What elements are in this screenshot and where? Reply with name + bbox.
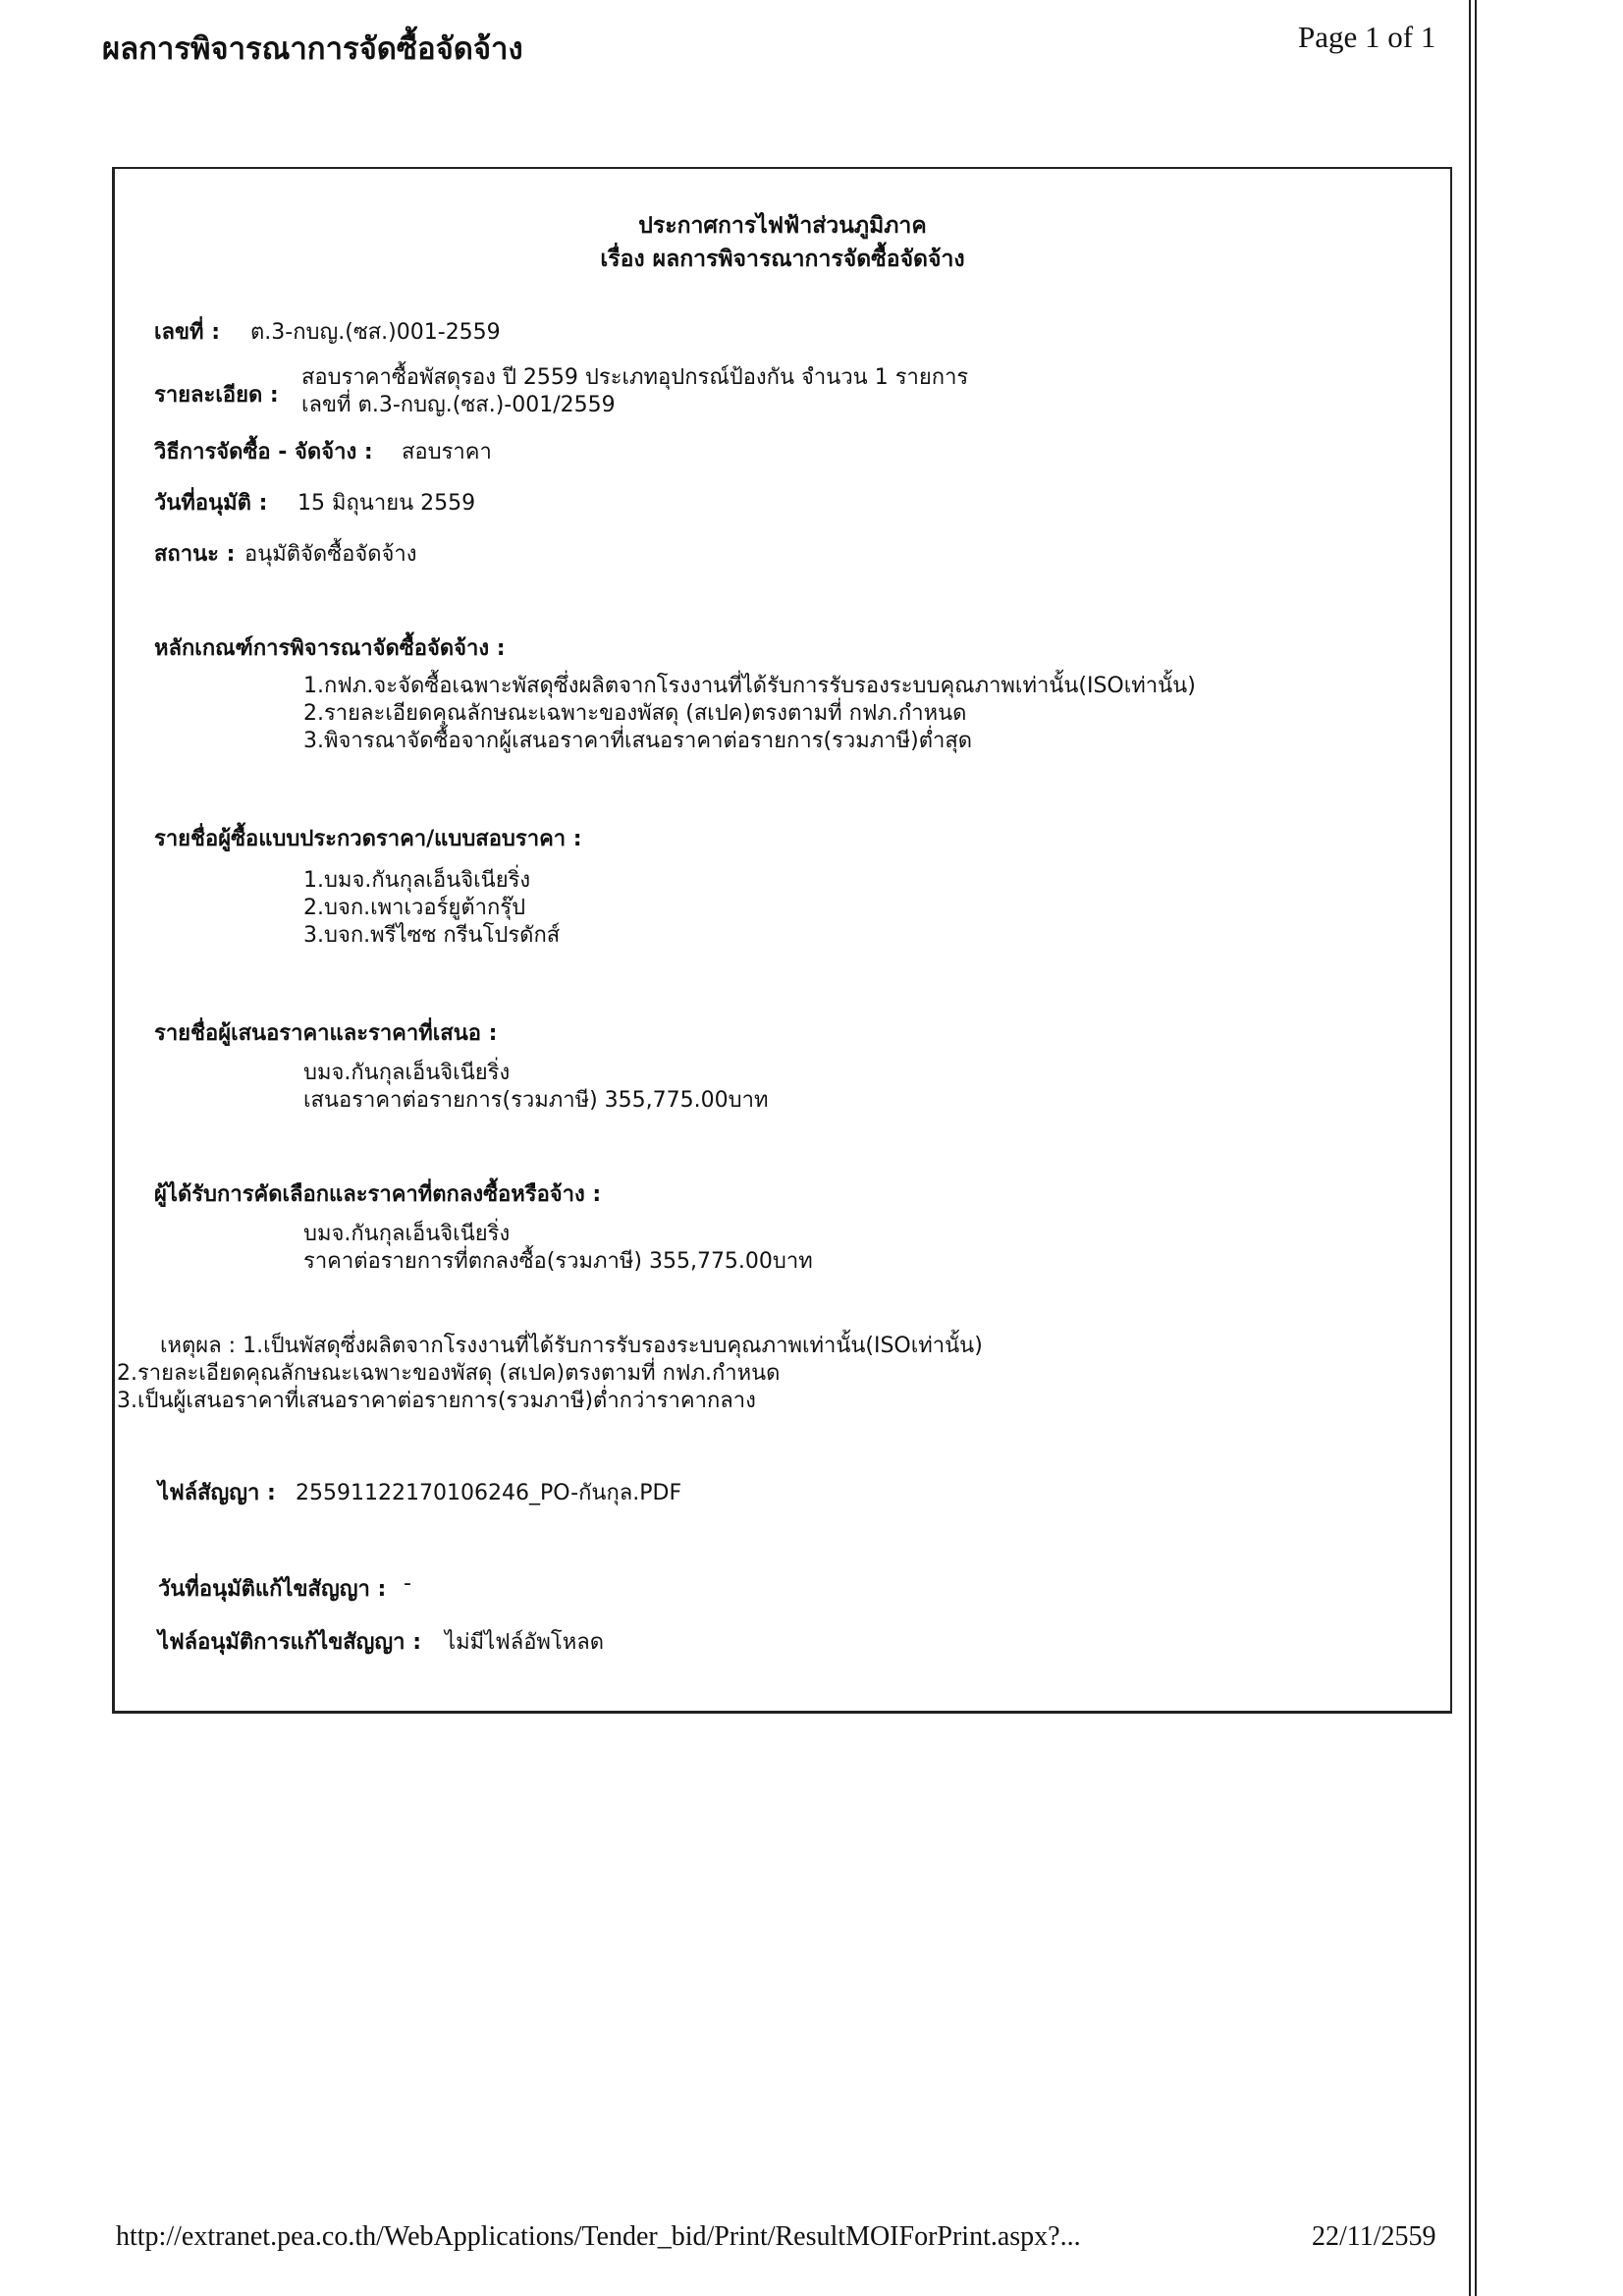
criteria-item-1: 1.กฟภ.จะจัดซื้อเฉพาะพัสดุซึ่งผลิตจากโรงงานที่ได้รับการรับรองระบบคุณภาพเท่านั้น(ISOเท่านั้น) bbox=[303, 674, 1196, 698]
approve-date-value: 15 มิถุนายน 2559 bbox=[298, 491, 476, 516]
selected-name: บมจ.กันกุลเอ็นจิเนียริ่ง bbox=[303, 1222, 511, 1246]
status-label: สถานะ : bbox=[154, 542, 236, 567]
buyer-item-3: 3.บจก.พรีไซซ กรีนโปรดักส์ bbox=[303, 923, 561, 948]
number-value: ต.3-กบญ.(ซส.)001-2559 bbox=[250, 320, 501, 345]
buyer-item-2: 2.บจก.เพาเวอร์ยูต้ากรุ๊ป bbox=[303, 896, 526, 920]
selected-heading: ผู้ได้รับการคัดเลือกและราคาที่ตกลงซื้อหรือจ้าง : bbox=[154, 1182, 602, 1207]
approve-date-label: วันที่อนุมัติ : bbox=[154, 491, 268, 516]
footer-url: http://extranet.pea.co.th/WebApplications/Tender_bid/Print/ResultMOIForPrint.aspx?... bbox=[116, 2221, 1081, 2252]
criteria-heading: หลักเกณฑ์การพิจารณาจัดซื้อจัดจ้าง : bbox=[154, 636, 506, 661]
right-border-line-2 bbox=[1475, 0, 1477, 2296]
detail-label: รายละเอียด : bbox=[154, 383, 279, 408]
bidders-heading: รายชื่อผู้เสนอราคาและราคาที่เสนอ : bbox=[154, 1021, 498, 1046]
amend-file-label: ไฟล์อนุมัติการแก้ไขสัญญา : bbox=[158, 1630, 421, 1655]
announcement-title: ประกาศการไฟฟ้าส่วนภูมิภาค bbox=[638, 213, 927, 239]
status-value: อนุมัติจัดซื้อจัดจ้าง bbox=[244, 542, 417, 567]
amend-file-value: ไม่มีไฟล์อัพโหลด bbox=[445, 1630, 604, 1655]
announcement-box bbox=[112, 167, 1452, 1714]
bidder-price: เสนอราคาต่อรายการ(รวมภาษี) 355,775.00บาท bbox=[303, 1088, 769, 1113]
amend-date-value: - bbox=[404, 1571, 411, 1596]
buyers-heading: รายชื่อผู้ซื้อแบบประกวดราคา/แบบสอบราคา : bbox=[154, 827, 582, 851]
buyer-item-1: 1.บมจ.กันกุลเอ็นจิเนียริ่ง bbox=[303, 868, 531, 893]
page-header-title: ผลการพิจารณาการจัดซื้อจัดจ้าง bbox=[102, 31, 523, 67]
selected-price: ราคาต่อรายการที่ตกลงซื้อ(รวมภาษี) 355,775.00บาท bbox=[303, 1249, 813, 1274]
reason-line-1: เหตุผล : 1.เป็นพัสดุซึ่งผลิตจากโรงงานที่ได้รับการรับรองระบบคุณภาพเท่านั้น(ISOเท่านั้น) bbox=[160, 1334, 983, 1358]
detail-value-line1: สอบราคาซื้อพัสดุรอง ปี 2559 ประเภทอุปกรณ์ป้องกัน จำนวน 1 รายการ bbox=[301, 365, 969, 390]
reason-line-2: 2.รายละเอียดคุณลักษณะเฉพาะของพัสดุ (สเปค)ตรงตามที่ กฟภ.กำหนด bbox=[117, 1361, 781, 1386]
announcement-subject: เรื่อง ผลการพิจารณาการจัดซื้อจัดจ้าง bbox=[600, 246, 965, 272]
method-label: วิธีการจัดซื้อ - จัดจ้าง : bbox=[154, 440, 373, 465]
criteria-item-2: 2.รายละเอียดคุณลักษณะเฉพาะของพัสดุ (สเปค)ตรงตามที่ กฟภ.กำหนด bbox=[303, 701, 967, 726]
amend-date-label: วันที่อนุมัติแก้ไขสัญญา : bbox=[158, 1577, 387, 1602]
number-label: เลขที่ : bbox=[154, 320, 220, 345]
footer-date: 22/11/2559 bbox=[1312, 2221, 1436, 2252]
reason-line-3: 3.เป็นผู้เสนอราคาที่เสนอราคาต่อรายการ(รวมภาษี)ต่ำกว่าราคากลาง bbox=[117, 1389, 756, 1413]
criteria-item-3: 3.พิจารณาจัดซื้อจากผู้เสนอราคาที่เสนอราคาต่อรายการ(รวมภาษี)ต่ำสุด bbox=[303, 729, 973, 753]
detail-value-line2: เลขที่ ต.3-กบญ.(ซส.)-001/2559 bbox=[301, 393, 616, 417]
method-value: สอบราคา bbox=[402, 440, 492, 465]
contract-file-value: 25591122170106246_PO-กันกุล.PDF bbox=[296, 1481, 682, 1505]
right-border-line bbox=[1469, 0, 1471, 2296]
bidder-name: บมจ.กันกุลเอ็นจิเนียริ่ง bbox=[303, 1061, 511, 1085]
page-number: Page 1 of 1 bbox=[1298, 20, 1436, 54]
contract-file-label: ไฟล์สัญญา : bbox=[158, 1481, 276, 1505]
